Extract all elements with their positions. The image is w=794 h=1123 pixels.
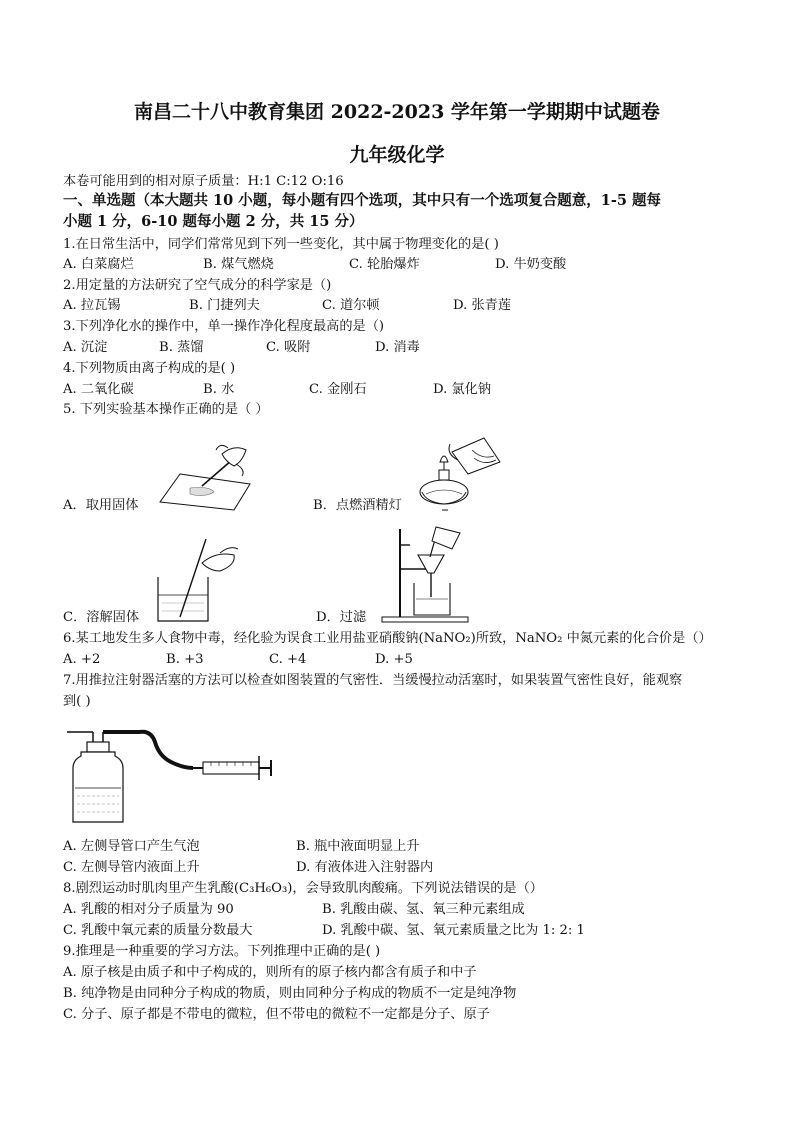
q5-option-d: D．过滤 (316, 610, 367, 625)
q3-option-d: D. 消毒 (375, 340, 420, 355)
q2-option-a: A. 拉瓦锡 (63, 298, 121, 313)
q7-stem-line1: 7.用推拉注射器活塞的方法可以检查如图装置的气密性．当缓慢拉动活塞时，如果装置气密性良好，能观察 (63, 673, 683, 688)
q6-option-a: A. +2 (63, 652, 101, 667)
figure-dissolve-solid (150, 537, 242, 627)
section-heading-line2: 小题 1 分，6-10 题每小题 2 分，共 15 分） (63, 213, 364, 230)
q4-option-d: D. 氯化钠 (433, 382, 492, 397)
q8-stem: 8.剧烈运动时肌肉里产生乳酸(C₃H₆O₃)，会导致肌肉酸痛。下列说法错误的是（） (63, 881, 543, 896)
q6-option-c: C. +4 (269, 652, 307, 667)
q1-option-d: D. 牛奶变酸 (495, 257, 567, 272)
q9-stem: 9.推理是一种重要的学习方法。下列推理中正确的是( ) (63, 944, 381, 959)
q1-stem: 1.在日常生活中，同学们常常见到下列一些变化，其中属于物理变化的是( ) (63, 237, 499, 252)
q6-option-d: D. +5 (375, 652, 413, 667)
q7-option-c: C. 左侧导管内液面上升 (63, 860, 200, 875)
q1-option-c: C. 轮胎爆炸 (349, 257, 420, 272)
q4-option-c: C. 金刚石 (309, 382, 367, 397)
q2-option-b: B. 门捷列夫 (189, 298, 260, 313)
figure-take-solid (150, 440, 260, 515)
q1-option-b: B. 煤气燃烧 (203, 257, 274, 272)
q8-option-c: C. 乳酸中氧元素的质量分数最大 (63, 923, 253, 938)
q3-option-a: A. 沉淀 (63, 340, 108, 355)
q8-option-d: D. 乳酸中碳、氢、氧元素质量之比为 1: 2: 1 (322, 923, 585, 938)
q2-option-d: D. 张青莲 (453, 298, 512, 313)
q4-option-a: A. 二氧化碳 (63, 382, 134, 397)
q3-option-c: C. 吸附 (266, 340, 311, 355)
figure-filtration (380, 525, 472, 625)
q8-option-b: B. 乳酸由碳、氢、氧三种元素组成 (322, 902, 525, 917)
q2-option-c: C. 道尔顿 (322, 298, 380, 313)
q9-option-b: B. 纯净物是由同种分子构成的物质，则由同种分子构成的物质不一定是纯净物 (63, 986, 517, 1001)
q5-option-a: A．取用固体 (63, 498, 139, 513)
q7-option-d: D. 有液体进入注射器内 (296, 860, 434, 875)
q5-option-b: B．点燃酒精灯 (313, 498, 402, 513)
figure-light-alcohol-lamp (412, 432, 508, 514)
q4-option-b: B. 水 (203, 382, 235, 397)
q9-option-a: A. 原子核是由质子和中子构成的，则所有的原子核内都含有质子和中子 (63, 965, 477, 980)
q5-option-c: C．溶解固体 (63, 610, 140, 625)
q8-option-a: A. 乳酸的相对分子质量为 90 (63, 902, 234, 917)
section-heading-line1: 一、单选题（本大题共 10 小题，每小题有四个选项，其中只有一个选项复合题意，1-5 题每 (63, 192, 662, 209)
exam-title: 南昌二十八中教育集团 2022-2023 学年第一学期期中试题卷 (134, 101, 660, 123)
exam-subtitle: 九年级化学 (349, 144, 445, 166)
figure-airtightness-apparatus (63, 720, 283, 830)
q3-option-b: B. 蒸馏 (159, 340, 204, 355)
q7-stem-line2: 到( ) (63, 694, 91, 709)
q9-option-c: C. 分子、原子都是不带电的微粒，但不带电的微粒不一定都是分子、原子 (63, 1007, 490, 1022)
q5-stem: 5. 下列实验基本操作正确的是（ ） (63, 402, 269, 417)
atomic-mass-note: 本卷可能用到的相对原子质量：H:1 C:12 O:16 (63, 174, 344, 189)
q6-option-b: B. +3 (166, 652, 204, 667)
q7-option-a: A. 左侧导管口产生气泡 (63, 839, 200, 854)
q7-option-b: B. 瓶中液面明显上升 (296, 839, 420, 854)
q4-stem: 4.下列物质由离子构成的是( ) (63, 361, 236, 376)
q1-option-a: A. 白菜腐烂 (63, 257, 134, 272)
q2-stem: 2.用定量的方法研究了空气成分的科学家是（) (63, 278, 332, 293)
q6-stem: 6.某工地发生多人食物中毒，经化验为误食工业用盐亚硝酸钠(NaNO₂)所致，NaNO₂ 中氮元素的化合价是（） (63, 631, 712, 646)
q3-stem: 3.下列净化水的操作中，单一操作净化程度最高的是（) (63, 319, 385, 334)
